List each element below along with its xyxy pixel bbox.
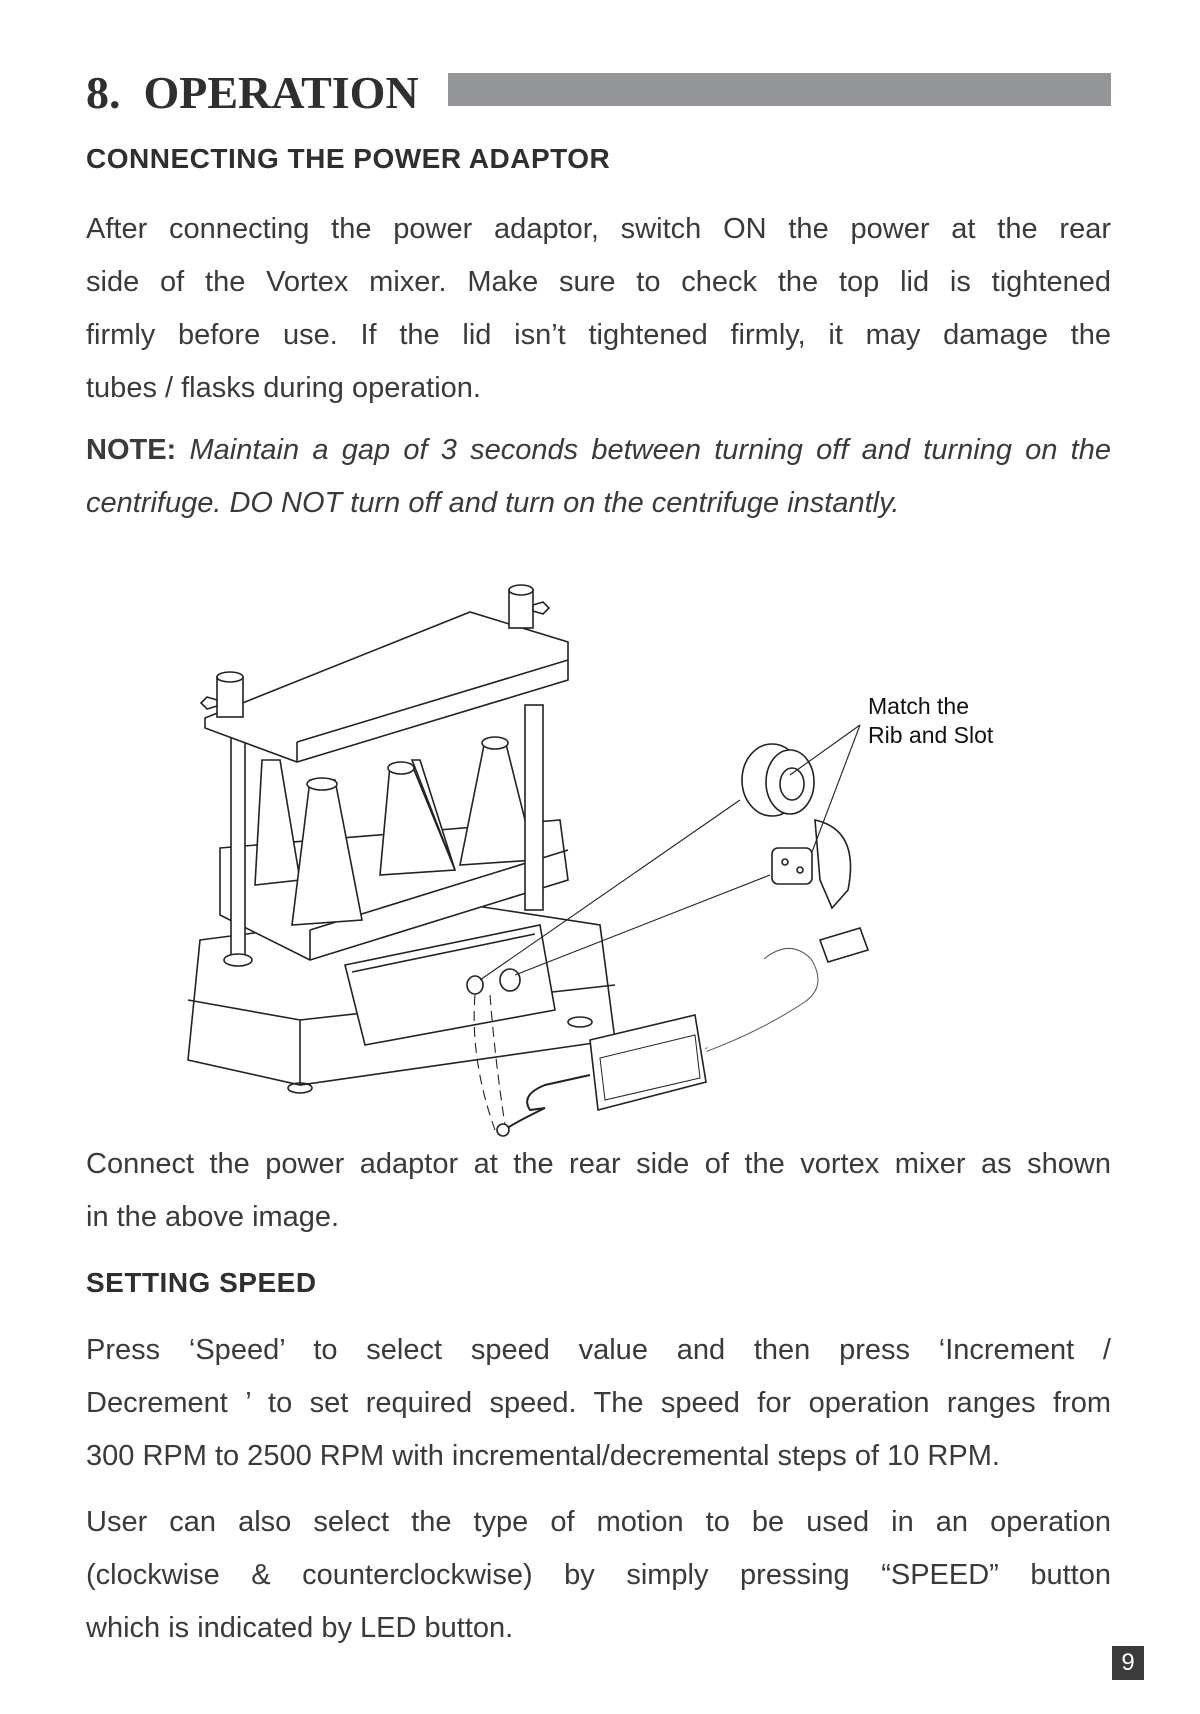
- text-line: Connect the power adaptor at the rear side of the vortex mixer as shown: [86, 1148, 1111, 1180]
- text-line: (clockwise & counterclockwise) by simply pressing “SPEED” button: [86, 1559, 1111, 1591]
- section-title-text: OPERATION: [143, 67, 419, 118]
- text-line: tubes / flasks during operation.: [86, 372, 481, 404]
- section-title-bar: [448, 73, 1111, 106]
- note-line: [86, 424, 1111, 477]
- setting-speed-heading: SETTING SPEED: [86, 1267, 317, 1298]
- note: [86, 424, 1111, 530]
- text-line: side of the Vortex mixer. Make sure to check the top lid is tightened: [86, 266, 1111, 298]
- mixer-base: [188, 905, 615, 1093]
- text-line: Press ‘Speed’ to select speed value and then press ‘Increment /: [86, 1334, 1111, 1366]
- text-line: 300 RPM to 2500 RPM with incremental/decremental steps of 10 RPM.: [86, 1440, 1000, 1472]
- note-text: Maintain a gap of 3 seconds between turning off and turning on the: [189, 434, 1111, 466]
- figure-caption: [86, 1138, 1111, 1244]
- speed-paragraph-1: [86, 1324, 1111, 1483]
- note-label: NOTE:: [86, 434, 177, 466]
- connecting-paragraph: [86, 203, 1111, 415]
- section-number: 8.: [86, 67, 121, 118]
- text-line: which is indicated by LED button.: [86, 1612, 514, 1644]
- connecting-heading: CONNECTING THE POWER ADAPTOR: [86, 143, 611, 174]
- text-line: Decrement ’ to set required speed. The speed for operation ranges from: [86, 1387, 1111, 1419]
- text-line: User can also select the type of motion to be used in an operation: [86, 1506, 1111, 1538]
- vortex-mixer-illustration: [170, 570, 1030, 1140]
- top-lid: [201, 585, 568, 762]
- page-number: 9: [1112, 1646, 1144, 1680]
- connector-socket: [742, 744, 814, 816]
- text-line: firmly before use. If the lid isn’t tightened firmly, it may damage the: [86, 319, 1111, 351]
- callout-label-line1: Match the: [868, 693, 969, 719]
- speed-paragraph-2: [86, 1496, 1111, 1655]
- section-title: [86, 66, 419, 119]
- connector-plug: [772, 820, 851, 908]
- text-line: in the above image.: [86, 1201, 340, 1233]
- callout-label-line2: Rib and Slot: [868, 722, 994, 748]
- note-line: centrifuge. DO NOT turn off and turn on the centrifuge instantly.: [86, 487, 900, 519]
- text-line: After connecting the power adaptor, switch ON the power at the rear: [86, 213, 1111, 245]
